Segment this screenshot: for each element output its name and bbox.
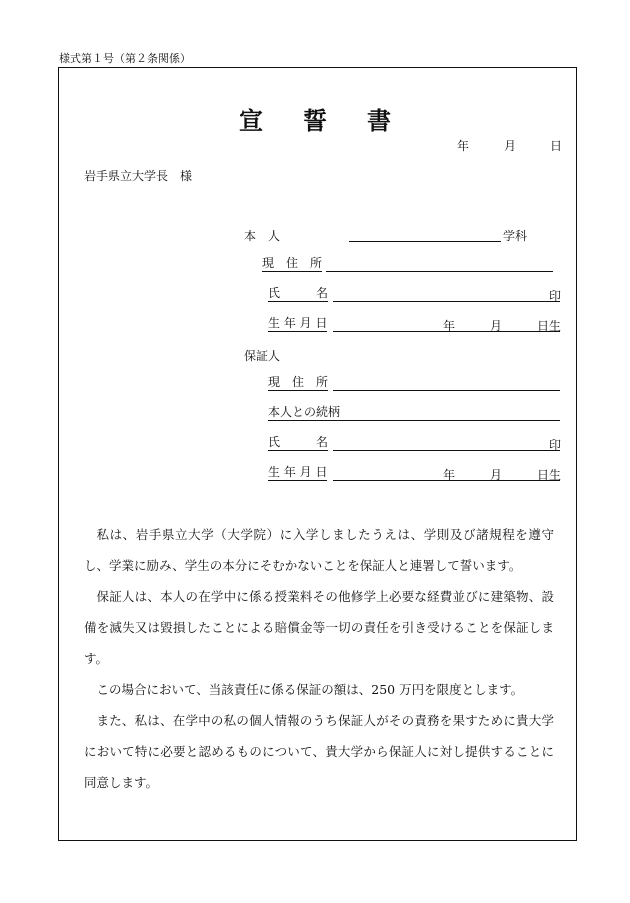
student-address-label: 現 住 所	[262, 256, 323, 270]
document-title	[0, 101, 630, 136]
guarantor-name-field[interactable]	[333, 450, 560, 451]
pledge-paragraph: この場合において、当該責任に係る保証の額は、250 万円を限度とします。	[96, 682, 524, 697]
form-number: 様式第１号（第２条関係）	[59, 52, 191, 65]
pledge-paragraph: 保証人は、本人の在学中に係る授業料その他修学上必要な経費並びに建築物、設備を滅失又は毀損したことによる賠償金等一切の責任を引き受けることを保証します。	[84, 589, 554, 666]
date-day-label: 日	[550, 139, 563, 153]
title-char: 書	[367, 106, 391, 135]
guarantor-name-label: 氏 名	[268, 435, 329, 449]
guarantor-relationship-label: 本人との続柄	[268, 405, 341, 419]
guarantor-address-label: 現 住 所	[268, 375, 329, 389]
student-birth-year: 年	[443, 319, 456, 333]
department-suffix: 学科	[503, 229, 528, 243]
date-year-label: 年	[457, 139, 470, 153]
student-birthdate-label: 生 年 月 日	[268, 316, 328, 330]
student-address-field[interactable]	[326, 271, 553, 272]
pledge-paragraph: また、私は、在学中の私の個人情報のうち保証人がその責務を果すために貴大学において特に必要と認めるものについて、貴大学から保証人に対し提供することに同意します。	[84, 713, 554, 790]
student-birth-day: 日生	[537, 319, 562, 333]
title-char: 宣	[239, 106, 263, 135]
department-field[interactable]	[349, 241, 501, 242]
guarantor-birthdate-label: 生 年 月 日	[268, 465, 328, 479]
student-birth-month: 月	[490, 319, 503, 333]
pledge-body	[84, 519, 554, 798]
student-name-label: 氏 名	[268, 286, 329, 300]
guarantor-seal: 印	[549, 438, 562, 452]
guarantor-relationship-field[interactable]	[340, 420, 560, 421]
guarantor-address-field[interactable]	[333, 390, 560, 391]
guarantor-birth-year: 年	[443, 468, 456, 482]
guarantor-birth-day: 日生	[537, 468, 562, 482]
student-seal: 印	[549, 289, 562, 303]
pledge-paragraph: 私は、岩手県立大学（大学院）に入学しましたうえは、学則及び諸規程を遵守し、学業に励み、学生の本分にそむかないことを保証人と連署して誓います。	[84, 527, 554, 573]
student-name-field[interactable]	[333, 301, 560, 302]
student-section-label: 本 人	[244, 229, 281, 243]
guarantor-birth-month: 月	[490, 468, 503, 482]
date-month-label: 月	[504, 139, 517, 153]
addressee: 岩手県立大学長 様	[84, 169, 193, 183]
title-char: 誓	[303, 106, 327, 135]
guarantor-section-label: 保証人	[244, 349, 281, 363]
